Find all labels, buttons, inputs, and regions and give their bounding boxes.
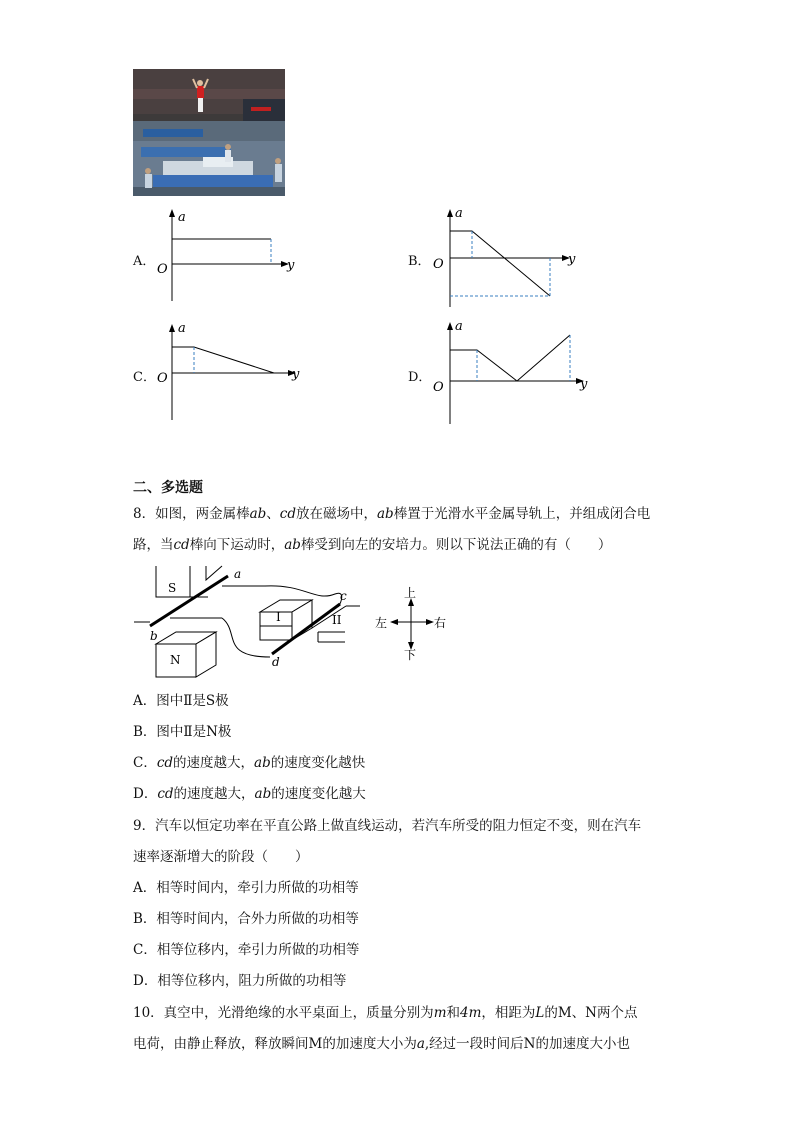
svg-text:b: b	[150, 629, 158, 643]
q8-line2: 路，当cd棒向下运动时，ab棒受到向左的安培力。则以下说法正确的有（ ）	[133, 537, 612, 553]
svg-text:a: a	[178, 321, 186, 336]
svg-text:a: a	[455, 319, 463, 334]
direction-down: 下	[404, 648, 417, 662]
q9-line1: 9．汽车以恒定功率在平直公路上做直线运动，若汽车所受的阻力恒定不变，则在汽车	[133, 818, 642, 834]
svg-text:d: d	[272, 655, 280, 669]
option-a-label: A．	[133, 254, 156, 269]
option-b-label: B．	[408, 254, 431, 269]
option-d-label: D．	[408, 370, 432, 385]
svg-text:y: y	[568, 252, 576, 267]
graph-a	[150, 205, 310, 305]
direction-left: 左	[375, 616, 388, 630]
q9-option-d: D．相等位移内，阻力所做的功相等	[133, 973, 347, 989]
q10-line2: 电荷，由静止释放，释放瞬间M的加速度大小为a,经过一段时间后N的加速度大小也	[133, 1036, 630, 1052]
graph-b-curve	[450, 231, 550, 296]
svg-text:S: S	[168, 581, 177, 595]
graph-a-y-label: a	[178, 210, 186, 225]
svg-text:I: I	[276, 610, 281, 624]
svg-text:c: c	[340, 589, 347, 603]
q9-line2: 速率逐渐增大的阶段（ ）	[133, 849, 309, 865]
direction-up: 上	[404, 586, 417, 600]
graph-b	[428, 205, 588, 310]
q8-option-b: B．图中Ⅱ是N极	[133, 724, 232, 740]
svg-text:y: y	[580, 377, 588, 392]
graph-a-origin: O	[157, 262, 168, 277]
q8-option-d: D．cd的速度越大，ab的速度变化越大	[133, 786, 366, 802]
graph-c	[150, 318, 310, 423]
svg-text:II: II	[332, 613, 342, 627]
option-c-label: C．	[133, 370, 156, 385]
q8-magnet-figure	[130, 562, 460, 682]
svg-text:N: N	[170, 653, 181, 667]
trampoline-photo	[133, 69, 285, 196]
direction-right: 右	[434, 616, 447, 630]
q10-line1: 10．真空中，光滑绝缘的水平桌面上，质量分别为m和4m，相距为L的M、N两个点	[133, 1005, 638, 1021]
svg-text:a: a	[455, 206, 463, 221]
q8-option-a: A．图中Ⅱ是S极	[133, 693, 229, 709]
graph-a-x-label: y	[287, 258, 295, 273]
graph-a-y-arrow	[169, 209, 175, 217]
svg-text:y: y	[292, 367, 300, 382]
graph-c-curve	[172, 347, 274, 373]
q9-option-b: B．相等时间内，合外力所做的功相等	[133, 911, 359, 927]
graph-d	[428, 318, 598, 428]
section-heading: 二、多选题	[133, 480, 203, 496]
graph-d-curve	[450, 335, 570, 381]
q9-option-c: C．相等位移内，牵引力所做的功相等	[133, 942, 360, 958]
svg-text:O: O	[433, 380, 444, 395]
q8-option-c: C．cd的速度越大，ab的速度变化越快	[133, 755, 366, 771]
svg-text:O: O	[157, 371, 168, 386]
svg-text:O: O	[433, 257, 444, 272]
svg-text:a: a	[234, 567, 242, 581]
q9-option-a: A．相等时间内，牵引力所做的功相等	[133, 880, 359, 896]
q8-line1: 8．如图，两金属棒ab、cd放在磁场中，ab棒置于光滑水平金属导轨上，并组成闭合电	[133, 506, 651, 522]
